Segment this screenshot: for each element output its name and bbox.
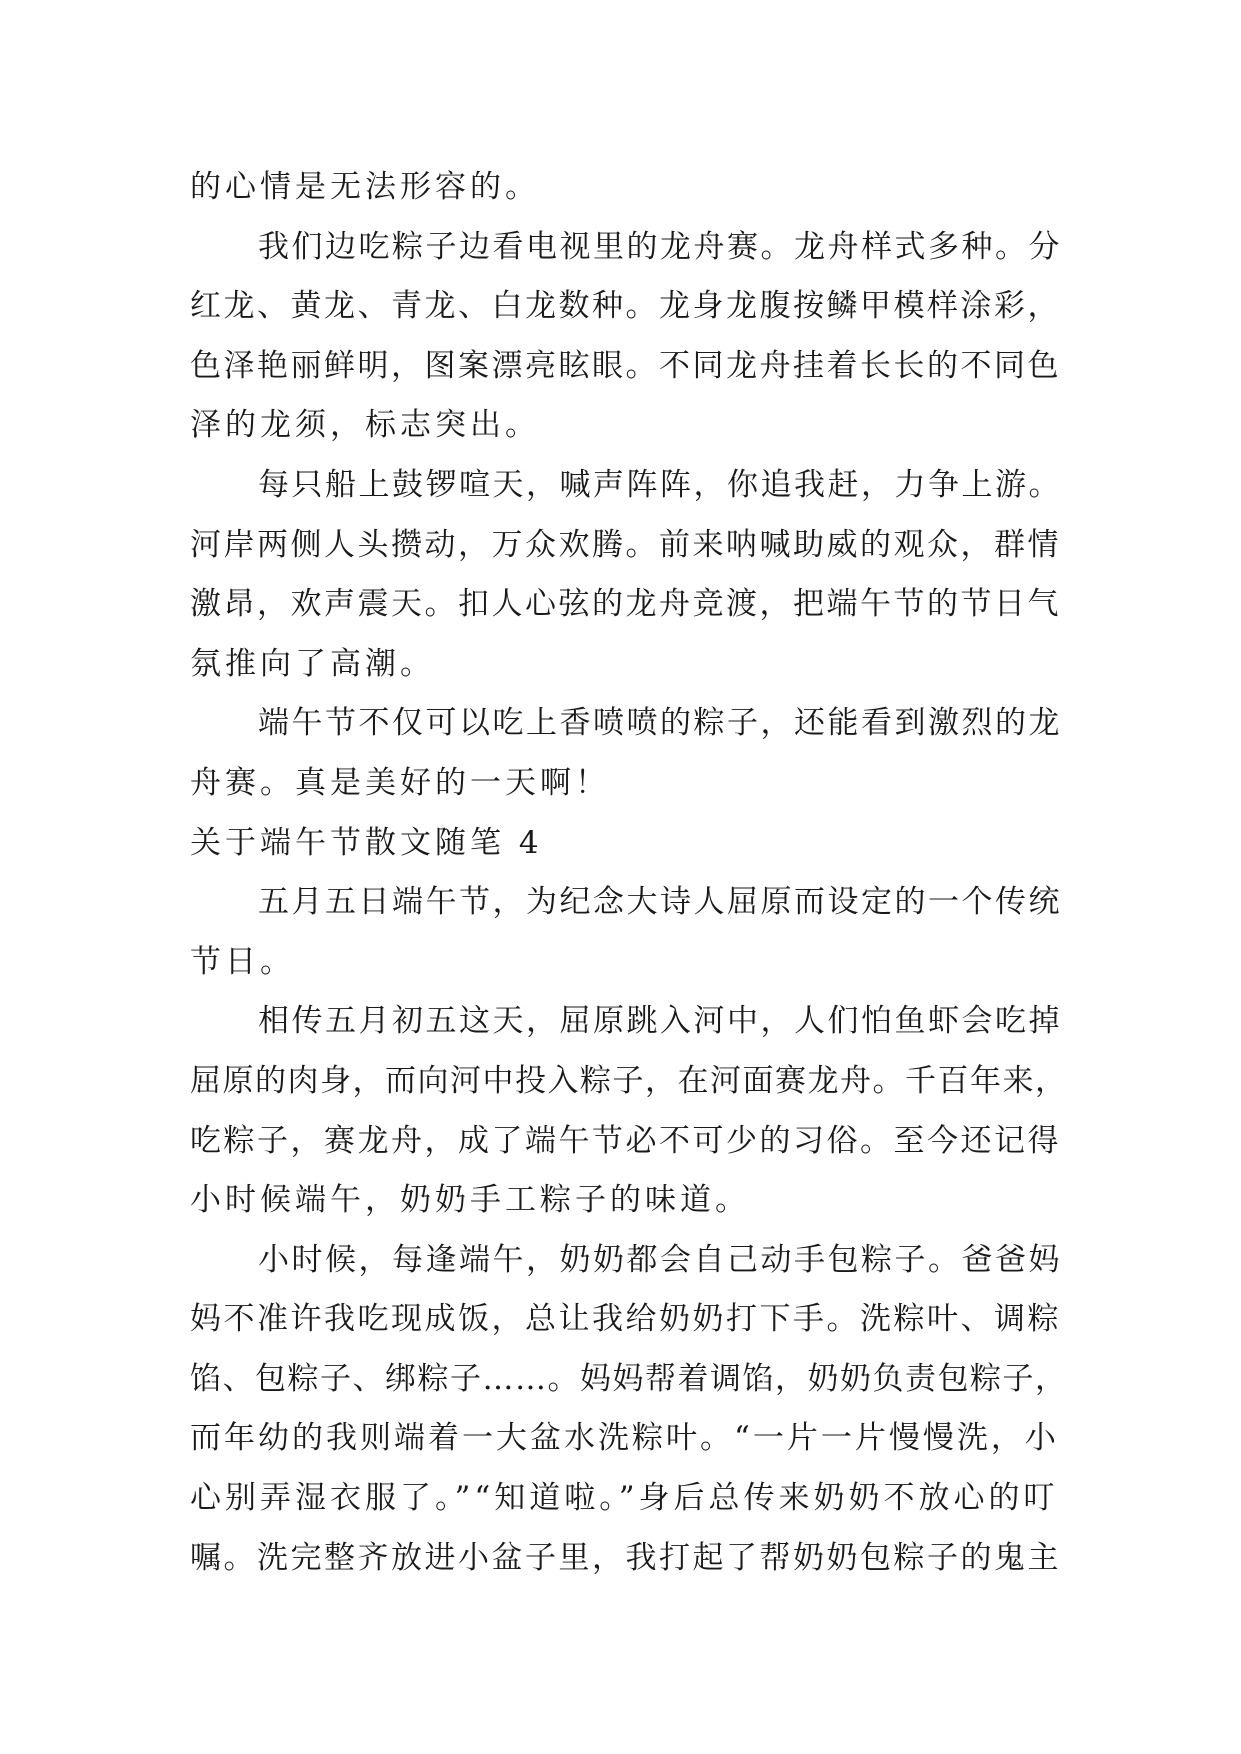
text-line: 氛推向了高潮。	[190, 645, 435, 682]
text-line: 节日。	[190, 943, 295, 980]
text-line: 小时候端午，奶奶手工粽子的味道。	[190, 1182, 750, 1219]
text-line: 馅、包粽子、绑粽子……。妈妈帮着调馅，奶奶负责包粽子，	[190, 1360, 1068, 1397]
paragraph-first-line: 每只船上鼓锣喧天，喊声阵阵，你追我赶，力争上游。	[258, 466, 1062, 503]
paragraph-first-line: 我们边吃粽子边看电视里的龙舟赛。龙舟样式多种。分	[258, 228, 1062, 265]
text-line: 而年幼的我则端着一大盆水洗粽叶。“一片一片慢慢洗，小	[190, 1420, 1059, 1457]
paragraph-first-line: 端午节不仅可以吃上香喷喷的粽子，还能看到激烈的龙	[258, 705, 1062, 742]
paragraph-first-line: 相传五月初五这天，屈原跳入河中，人们怕鱼虾会吃掉	[258, 1003, 1062, 1040]
text-line: 激昂，欢声震天。扣人心弦的龙舟竞渡，把端午节的节日气	[190, 586, 1061, 623]
document-body	[190, 158, 1070, 1588]
text-line: 嘱。洗完整齐放进小盆子里，我打起了帮奶奶包粽子的鬼主	[190, 1539, 1061, 1576]
text-line: 泽的龙须，标志突出。	[190, 407, 540, 444]
text-line: 吃粽子，赛龙舟，成了端午节必不可少的习俗。至今还记得	[190, 1122, 1061, 1159]
paragraph-first-line: 五月五日端午节，为纪念大诗人屈原而设定的一个传统	[258, 884, 1062, 921]
text-line: 关于端午节散文随笔 4	[190, 824, 543, 861]
text-line: 屈原的肉身，而向河中投入粽子，在河面赛龙舟。千百年来，	[190, 1062, 1068, 1099]
text-line: 妈不准许我吃现成饭，总让我给奶奶打下手。洗粽叶、调粽	[190, 1301, 1061, 1338]
text-line: 的心情是无法形容的。	[190, 169, 540, 205]
text-line: 舟赛。真是美好的一天啊！	[190, 764, 610, 801]
paragraph-first-line: 小时候，每逢端午，奶奶都会自己动手包粽子。爸爸妈	[258, 1241, 1062, 1278]
text-line: 色泽艳丽鲜明，图案漂亮眩眼。不同龙舟挂着长长的不同色	[190, 347, 1061, 384]
text-line: 河岸两侧人头攒动，万众欢腾。前来呐喊助威的观众，群情	[190, 526, 1061, 563]
text-line: 心别弄湿衣服了。”“知道啦。”身后总传来奶奶不放心的叮	[190, 1480, 1059, 1517]
text-line: 红龙、黄龙、青龙、白龙数种。龙身龙腹按鳞甲模样涂彩，	[190, 288, 1061, 325]
